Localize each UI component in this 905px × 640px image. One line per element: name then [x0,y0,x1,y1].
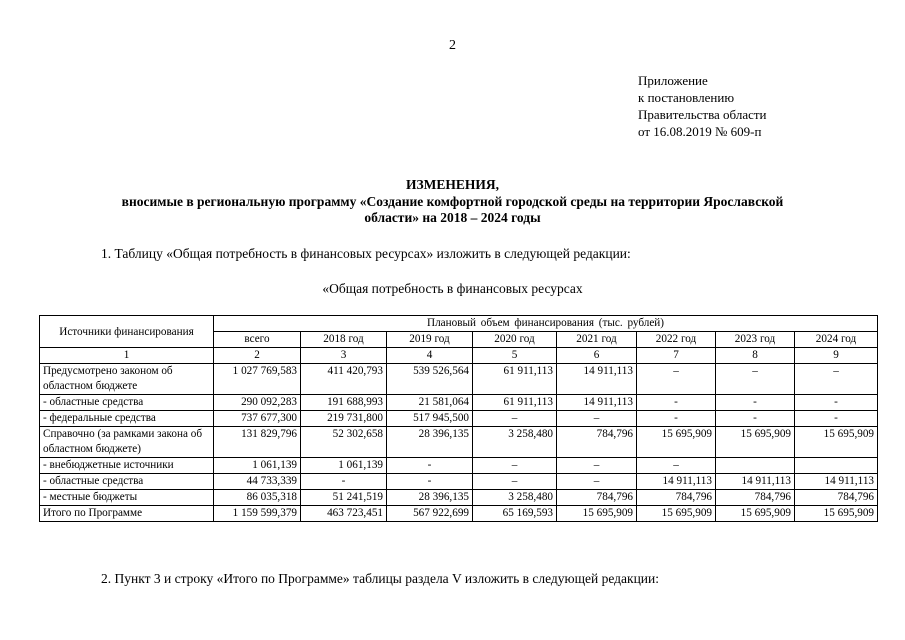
table-row [40,506,878,522]
table-row [40,411,878,427]
value-cell: 539 526,564 [387,364,473,395]
value-cell: - [301,474,387,490]
page-number: 2 [449,38,456,53]
value-cell: 3 258,480 [473,490,557,506]
value-cell: 52 302,658 [301,427,387,458]
value-cell: – [795,364,878,395]
value-cell: 15 695,909 [637,506,716,522]
table-row [40,458,878,474]
numbering-row [40,348,878,364]
value-cell: 3 258,480 [473,427,557,458]
value-cell: 86 035,318 [214,490,301,506]
appendix-line: Приложение [638,73,708,88]
value-cell: – [557,474,637,490]
value-cell: - [637,395,716,411]
value-cell: 14 911,113 [637,474,716,490]
value-cell: 14 911,113 [557,395,637,411]
appendix-block [638,72,767,140]
value-cell: 15 695,909 [716,506,795,522]
source-cell: Итого по Программе [40,506,214,522]
appendix-date-line: от 16.08.2019 № 609-п [638,124,762,139]
value-cell: 784,796 [557,427,637,458]
paragraph-1: 1. Таблицу «Общая потребность в финансовых ресурсах» изложить в следующей редакции: [101,246,631,261]
source-cell: - федеральные средства [40,411,214,427]
value-cell: 44 733,339 [214,474,301,490]
value-cell: – [557,458,637,474]
value-cell: – [637,458,716,474]
value-cell: 784,796 [795,490,878,506]
appendix-line: Правительства области [638,107,767,122]
column-header: всего [214,332,301,348]
column-header: 2023 год [716,332,795,348]
value-cell: 1 027 769,583 [214,364,301,395]
column-number: 1 [40,348,214,364]
value-cell: 15 695,909 [557,506,637,522]
value-cell: 61 911,113 [473,395,557,411]
source-cell: - областные средства [40,395,214,411]
value-cell: 517 945,500 [387,411,473,427]
column-number: 4 [387,348,473,364]
column-number: 5 [473,348,557,364]
value-cell: 567 922,699 [387,506,473,522]
value-cell: – [716,364,795,395]
column-number: 3 [301,348,387,364]
column-header: 2020 год [473,332,557,348]
table-row [40,395,878,411]
table-row [40,474,878,490]
value-cell: 14 911,113 [716,474,795,490]
value-cell: – [557,411,637,427]
value-cell: – [473,458,557,474]
table-row [40,490,878,506]
value-cell [716,458,795,474]
plan-header-cell: Плановый объем финансирования (тыс. рублей) [214,316,878,332]
table-row [40,364,878,395]
table-row [40,427,878,458]
column-number: 2 [214,348,301,364]
value-cell: - [716,411,795,427]
value-cell: - [716,395,795,411]
value-cell: 14 911,113 [795,474,878,490]
source-cell: Справочно (за рамками закона об областном бюджете) [40,427,214,458]
column-header: 2022 год [637,332,716,348]
financing-table [39,315,878,522]
value-cell: 784,796 [637,490,716,506]
value-cell: 784,796 [716,490,795,506]
appendix-line: к постановлению [638,90,735,105]
column-number: 7 [637,348,716,364]
heading-subtitle-line: области» на 2018 – 2024 годы [364,210,541,225]
value-cell: – [473,474,557,490]
value-cell: 61 911,113 [473,364,557,395]
value-cell: – [473,411,557,427]
paragraph-2: 2. Пункт 3 и строку «Итого по Программе» таблицы раздела V изложить в следующей редакции: [101,571,660,586]
column-header: 2024 год [795,332,878,348]
source-cell: Предусмотрено законом об областном бюджете [40,364,214,395]
value-cell: 131 829,796 [214,427,301,458]
value-cell: - [387,458,473,474]
value-cell: 411 420,793 [301,364,387,395]
column-number: 8 [716,348,795,364]
source-cell: - внебюджетные источники [40,458,214,474]
column-number: 6 [557,348,637,364]
heading-subtitle-line: вносимые в региональную программу «Создание комфортной городской среды на территории Ярославской [121,193,784,209]
column-header: 2019 год [387,332,473,348]
value-cell: 15 695,909 [716,427,795,458]
value-cell: 191 688,993 [301,395,387,411]
value-cell: 737 677,300 [214,411,301,427]
value-cell: 65 169,593 [473,506,557,522]
value-cell: 21 581,064 [387,395,473,411]
heading-title: ИЗМЕНЕНИЯ, [405,177,499,192]
value-cell: - [387,474,473,490]
value-cell: – [637,364,716,395]
value-cell: 463 723,451 [301,506,387,522]
value-cell: 51 241,519 [301,490,387,506]
document-heading [40,177,865,227]
value-cell: - [637,411,716,427]
value-cell: 1 061,139 [214,458,301,474]
value-cell: 28 396,135 [387,490,473,506]
value-cell: - [795,411,878,427]
source-header-cell: Источники финансирования [40,316,214,348]
table-header-row [40,316,878,332]
column-number: 9 [795,348,878,364]
value-cell: 15 695,909 [795,427,878,458]
value-cell: 784,796 [557,490,637,506]
value-cell: 219 731,800 [301,411,387,427]
source-cell: - областные средства [40,474,214,490]
value-cell: - [795,395,878,411]
table-caption: «Общая потребность в финансовых ресурсах [322,281,583,296]
source-cell: - местные бюджеты [40,490,214,506]
value-cell: 1 159 599,379 [214,506,301,522]
value-cell: 1 061,139 [301,458,387,474]
value-cell: 15 695,909 [795,506,878,522]
value-cell: 290 092,283 [214,395,301,411]
value-cell [795,458,878,474]
value-cell: 14 911,113 [557,364,637,395]
value-cell: 28 396,135 [387,427,473,458]
column-header: 2021 год [557,332,637,348]
column-header: 2018 год [301,332,387,348]
value-cell: 15 695,909 [637,427,716,458]
